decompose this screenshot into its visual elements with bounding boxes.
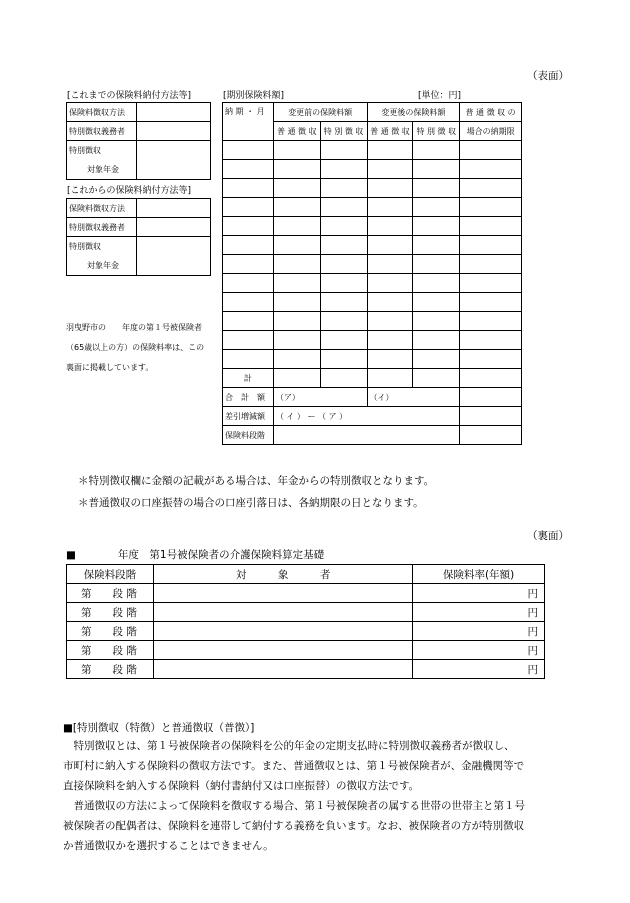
stage-cell: 第 段 階 <box>67 641 154 660</box>
period-row <box>223 198 522 217</box>
stage-cell: 第 段 階 <box>67 584 154 603</box>
period-cell[interactable] <box>320 293 367 312</box>
period-cell[interactable] <box>460 198 522 217</box>
total-cell[interactable] <box>413 369 460 388</box>
rate-cell[interactable]: 円 <box>413 622 545 641</box>
period-cell[interactable] <box>320 350 367 369</box>
future-method-table <box>66 198 211 276</box>
period-cell[interactable] <box>223 141 274 160</box>
note-normal: ＊普通徴収の口座振替の場合の口座引落日は、各納期限の日となります。 <box>78 497 424 509</box>
front-notes <box>78 470 434 514</box>
period-cell[interactable] <box>223 312 274 331</box>
period-cell[interactable] <box>413 312 460 331</box>
period-cell[interactable] <box>460 312 522 331</box>
period-cell[interactable] <box>367 160 413 179</box>
period-cell[interactable] <box>460 293 522 312</box>
period-cell[interactable] <box>367 217 413 236</box>
period-cell[interactable] <box>460 350 522 369</box>
stage-blank <box>460 426 522 445</box>
current-pension-value[interactable] <box>136 141 210 180</box>
period-cell[interactable] <box>413 236 460 255</box>
period-table-title: [期別保険料額] <box>223 91 285 101</box>
section2-title: ■[特別徴収（特徴）と普通徴収（普徴）] <box>63 722 255 734</box>
period-cell[interactable] <box>320 255 367 274</box>
period-row <box>223 217 522 236</box>
period-cell[interactable] <box>367 274 413 293</box>
period-cell[interactable] <box>223 350 274 369</box>
period-row <box>223 255 522 274</box>
period-cell[interactable] <box>413 350 460 369</box>
period-cell[interactable] <box>273 179 320 198</box>
sum-i: （イ） <box>367 388 460 407</box>
total-cell[interactable] <box>367 369 413 388</box>
period-cell[interactable] <box>320 141 367 160</box>
period-cell[interactable] <box>273 141 320 160</box>
period-cell[interactable] <box>273 236 320 255</box>
front-side-label: （表面） <box>527 70 569 82</box>
period-row <box>223 274 522 293</box>
period-table <box>222 102 522 445</box>
period-cell[interactable] <box>413 198 460 217</box>
period-cell[interactable] <box>413 160 460 179</box>
explanation: 特別徴収とは、第１号被保険者の保険料を公的年金の定期支払時に特別徴収義務者が徴収し、 市町村に納入する保険料の徴収方法です。また、普通徴収とは、第１号被保険者が、金融機関等で 直接保険料を納入する保険料（納付書納付又は口座振替）の徴収方法です。 普通徴収の方法によって保険料を徴収する場合、第１号被保険者の属する世帯の世帯主と第１号 被保険者の配偶者は、保険料を連帯して納付する義務を負います。なお、被保険者の方が特別徴収 か普通徴収かを選択することはできません。 <box>63 740 525 852</box>
period-cell[interactable] <box>273 274 320 293</box>
period-cell[interactable] <box>460 255 522 274</box>
period-cell[interactable] <box>367 236 413 255</box>
note-special: ＊特別徴収欄に金額の記載がある場合は、年金からの特別徴収となります。 <box>78 475 435 487</box>
period-cell[interactable] <box>413 217 460 236</box>
period-row <box>223 293 522 312</box>
sum-blank <box>460 388 522 407</box>
period-cell[interactable] <box>367 331 413 350</box>
current-obligor-value[interactable] <box>136 122 210 141</box>
period-cell[interactable] <box>413 255 460 274</box>
future-obligor-value[interactable] <box>136 218 210 237</box>
current-method-title: [これまでの保険料納付方法等] <box>67 91 192 101</box>
period-cell[interactable] <box>223 236 274 255</box>
period-cell[interactable] <box>413 293 460 312</box>
sum-label: 合 計 額 <box>223 388 274 407</box>
period-cell[interactable] <box>223 160 274 179</box>
period-cell[interactable] <box>413 331 460 350</box>
total-cell[interactable] <box>320 369 367 388</box>
period-row <box>223 331 522 350</box>
header-target: 対 象 者 <box>153 565 412 584</box>
rate-row <box>67 622 545 641</box>
current-obligor-label: 特別徴収義務者 <box>67 122 137 141</box>
period-cell[interactable] <box>320 274 367 293</box>
period-cell[interactable] <box>223 217 274 236</box>
target-cell[interactable] <box>153 584 412 603</box>
period-row <box>223 141 522 160</box>
rate-cell[interactable]: 円 <box>413 584 545 603</box>
future-obligor-label: 特別徴収義務者 <box>67 218 137 237</box>
header-stage: 保険料段階 <box>67 565 154 584</box>
rate-row <box>67 603 545 622</box>
rate-cell[interactable]: 円 <box>413 603 545 622</box>
current-method-table <box>66 102 211 180</box>
stage-label: 保険料段階 <box>223 426 274 445</box>
target-cell[interactable] <box>153 660 412 679</box>
target-cell[interactable] <box>153 622 412 641</box>
before-special-header: 特 別 徴 収 <box>320 122 367 141</box>
period-cell[interactable] <box>367 179 413 198</box>
header-rate: 保険料率(年額) <box>413 565 545 584</box>
period-cell[interactable] <box>460 179 522 198</box>
period-cell[interactable] <box>320 217 367 236</box>
back-title: ■ 年度 第1号被保険者の介護保険料算定基礎 <box>66 549 325 561</box>
period-cell[interactable] <box>367 350 413 369</box>
period-cell[interactable] <box>413 274 460 293</box>
stage-cell: 第 段 階 <box>67 660 154 679</box>
rate-row <box>67 660 545 679</box>
period-cell[interactable] <box>273 293 320 312</box>
period-cell[interactable] <box>273 312 320 331</box>
after-normal-header: 普 通 徴 収 <box>367 122 413 141</box>
period-row <box>223 312 522 331</box>
period-cell[interactable] <box>273 350 320 369</box>
period-cell[interactable] <box>273 160 320 179</box>
period-cell[interactable] <box>320 179 367 198</box>
total-cell[interactable] <box>460 369 522 388</box>
date-header: 納 期 ・ 月 <box>223 103 274 141</box>
rate-cell[interactable]: 円 <box>413 641 545 660</box>
deadline-header: 普 通 徴 収 の <box>460 103 522 122</box>
period-cell[interactable] <box>273 255 320 274</box>
diff-label: 差引増減額 <box>223 407 274 426</box>
before-normal-header: 普 通 徴 収 <box>273 122 320 141</box>
period-cell[interactable] <box>320 312 367 331</box>
period-cell[interactable] <box>223 255 274 274</box>
period-cell[interactable] <box>367 141 413 160</box>
stage-value[interactable] <box>273 426 459 445</box>
period-cell[interactable] <box>223 293 274 312</box>
rate-row <box>67 584 545 603</box>
period-cell[interactable] <box>460 141 522 160</box>
future-method-title: [これからの保険料納付方法等] <box>67 186 192 196</box>
after-special-header: 特 別 徴 収 <box>413 122 460 141</box>
rate-table <box>66 564 545 679</box>
total-label: 計 <box>223 369 274 388</box>
info-text: 羽曳野市の 年度の第１号被保険者 （65歳以上の方）の保険料率は、この 裏面に掲載しています。 <box>66 323 205 372</box>
period-cell[interactable] <box>273 331 320 350</box>
current-collection-method-value[interactable] <box>136 103 210 122</box>
period-cell[interactable] <box>223 198 274 217</box>
before-header: 変更前の保険料額 <box>273 103 367 122</box>
period-cell[interactable] <box>273 217 320 236</box>
period-cell[interactable] <box>460 236 522 255</box>
period-cell[interactable] <box>413 179 460 198</box>
sum-a: （ア） <box>273 388 367 407</box>
period-cell[interactable] <box>273 198 320 217</box>
future-collection-method-value[interactable] <box>136 199 210 218</box>
period-cell[interactable] <box>320 160 367 179</box>
period-row <box>223 350 522 369</box>
diff-value: （ イ ） ー （ ア ） <box>273 407 459 426</box>
period-cell[interactable] <box>460 217 522 236</box>
target-cell[interactable] <box>153 641 412 660</box>
rate-cell[interactable]: 円 <box>413 660 545 679</box>
stage-cell: 第 段 階 <box>67 622 154 641</box>
back-side-label: （裏面） <box>527 530 569 542</box>
future-pension-value[interactable] <box>136 237 210 276</box>
period-cell[interactable] <box>367 293 413 312</box>
period-cell[interactable] <box>460 331 522 350</box>
current-collection-method-label: 保険料徴収方法 <box>67 103 137 122</box>
period-row <box>223 160 522 179</box>
total-cell[interactable] <box>273 369 320 388</box>
period-cell[interactable] <box>320 331 367 350</box>
future-collection-method-label: 保険料徴収方法 <box>67 199 137 218</box>
target-cell[interactable] <box>153 603 412 622</box>
period-cell[interactable] <box>413 141 460 160</box>
stage-cell: 第 段 階 <box>67 603 154 622</box>
current-pension-label: 特別徴収 対象年金 <box>67 141 137 180</box>
period-cell[interactable] <box>223 274 274 293</box>
period-cell[interactable] <box>320 198 367 217</box>
deadline-header-2: 場合の納期限 <box>460 122 522 141</box>
period-cell[interactable] <box>367 255 413 274</box>
period-cell[interactable] <box>223 179 274 198</box>
period-cell[interactable] <box>320 236 367 255</box>
diff-blank <box>460 407 522 426</box>
period-cell[interactable] <box>367 198 413 217</box>
period-row <box>223 179 522 198</box>
rate-row <box>67 641 545 660</box>
period-cell[interactable] <box>367 312 413 331</box>
after-header: 変更後の保険料額 <box>367 103 460 122</box>
period-cell[interactable] <box>223 331 274 350</box>
period-cell[interactable] <box>460 274 522 293</box>
period-cell[interactable] <box>460 160 522 179</box>
period-row <box>223 236 522 255</box>
future-pension-label: 特別徴収 対象年金 <box>67 237 137 276</box>
unit-label: [単位：円] <box>418 91 462 101</box>
